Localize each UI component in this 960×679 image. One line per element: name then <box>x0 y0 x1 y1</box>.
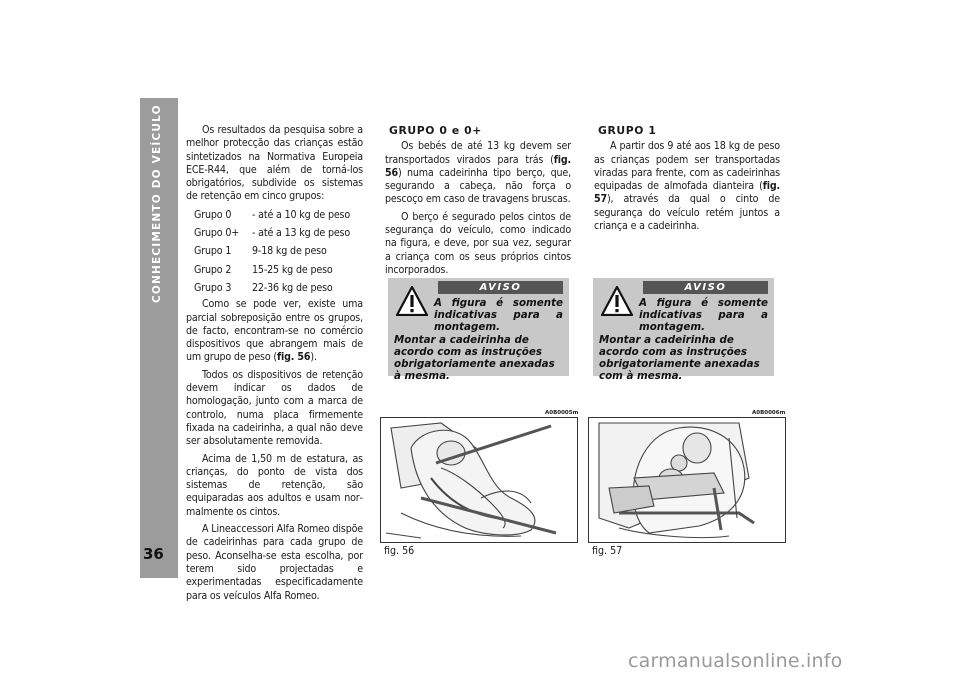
cradle-paragraph: O berço é segurado pelos cintos de segurança do veículo, como indicado na figura, e deve, por sua vez, segurar a criança com os seus próprios cintos incorporados. <box>385 210 571 276</box>
section-heading: GRUPO 0 e 0+ <box>389 124 482 137</box>
fig-reference: fig. 56 <box>276 351 311 364</box>
figure-infant-seat <box>380 417 578 543</box>
group-name: Grupo 0+ <box>194 227 240 240</box>
group-name: Grupo 2 <box>194 263 232 276</box>
group-row <box>194 227 363 240</box>
group0-paragraph: Os bebés de até 13 kg devem ser transportados virados para trás (fig. 56) numa cadeirinha tipo berço, que, segurando a cabeça, não força o pescoço em caso de travagens bruscas. <box>385 140 571 206</box>
overlap-paragraph: Como se pode ver, existe uma parcial sobreposição entre os grupos, de facto, encontram-se no comércio dispositivos que abrangem mais de um grupo de peso (fig. 56). <box>186 298 363 364</box>
column-3 <box>594 124 780 233</box>
figure-code: A0B0006m <box>752 410 786 416</box>
height-paragraph: Acima de 1,50 m de estatura, as crianças, do ponto de vista dos sistemas de retenção, são equiparadas aos adultos e usam normalmente os cintos. <box>186 452 363 518</box>
group-row <box>194 245 363 258</box>
figure-caption: fig. 57 <box>592 545 623 557</box>
child-seat-illustration <box>589 418 785 542</box>
column-1 <box>186 124 363 603</box>
infant-seat-illustration <box>381 418 577 542</box>
fig-reference: fig. 56 <box>385 153 571 179</box>
group-range: - até a 13 kg de peso <box>252 227 351 240</box>
group-name: Grupo 1 <box>194 245 232 258</box>
warning-box <box>593 278 774 383</box>
warning-label: AVISO <box>643 281 768 294</box>
warning-text: A figura é somente indicativas para a montagem. Montar a cadeirinha de acordo com as instruções obrigatoriamente anexadas à mesma. <box>394 297 563 383</box>
group-range: - até a 10 kg de peso <box>252 208 351 221</box>
group-range: 22-36 kg de peso <box>252 281 333 294</box>
warning-label: AVISO <box>438 281 563 294</box>
group-row <box>194 209 363 222</box>
figure-code: A0B0005m <box>545 410 579 416</box>
warning-text: A figura é somente indicativas para a montagem. Montar a cadeirinha de acordo com as instruções obrigatoriamente anexadas com à mesma. <box>599 297 768 383</box>
group-row <box>194 282 363 295</box>
page-number: 36 <box>143 545 164 563</box>
watermark: carmanualsonline.info <box>628 650 843 672</box>
figure-child-seat <box>588 417 786 543</box>
homologation-paragraph: Todos os dispositivos de retenção devem indicar os dados de homologação, junto com a marca de controlo, numa placa firmemente fixada na cadeirinha, a qual não deve ser absolutamente removida. <box>186 368 363 448</box>
group-name: Grupo 0 <box>194 208 232 221</box>
section-title: CONHECIMENTO DO VEÍCULO <box>151 104 163 303</box>
warning-box <box>388 278 569 383</box>
intro-paragraph: Os resultados da pesquisa sobre a melhor protecção das crianças estão sintetizados na Normativa Europeia ECE-R44, que além de torná-los obrigatórios, subdivide os sistemas de retenção em cinco grupos: <box>186 124 363 203</box>
fig-reference: fig. 57 <box>594 180 780 206</box>
group-name: Grupo 3 <box>194 281 232 294</box>
column-2 <box>385 124 571 277</box>
group-range: 15-25 kg de peso <box>252 263 333 276</box>
lineaccessori-paragraph: A Lineaccessori Alfa Romeo dispõe de cadeirinhas para cada grupo de peso. Aconselha-se esta escolha, por terem sido projectadas e experimentadas especificadamente para os veículos Alfa Romeo. <box>186 523 363 602</box>
figure-caption: fig. 56 <box>384 545 415 557</box>
section-heading: GRUPO 1 <box>598 124 657 137</box>
group-row <box>194 264 363 277</box>
group1-paragraph: A partir dos 9 até aos 18 kg de peso as crianças podem ser transportadas viradas para frente, com as cadeirinhas equipadas de almofada dianteira (fig. 57), através da qual o cinto de segurança do veículo retém juntos a criança e a cadeirinha. <box>594 140 780 233</box>
group-range: 9-18 kg de peso <box>252 245 327 258</box>
